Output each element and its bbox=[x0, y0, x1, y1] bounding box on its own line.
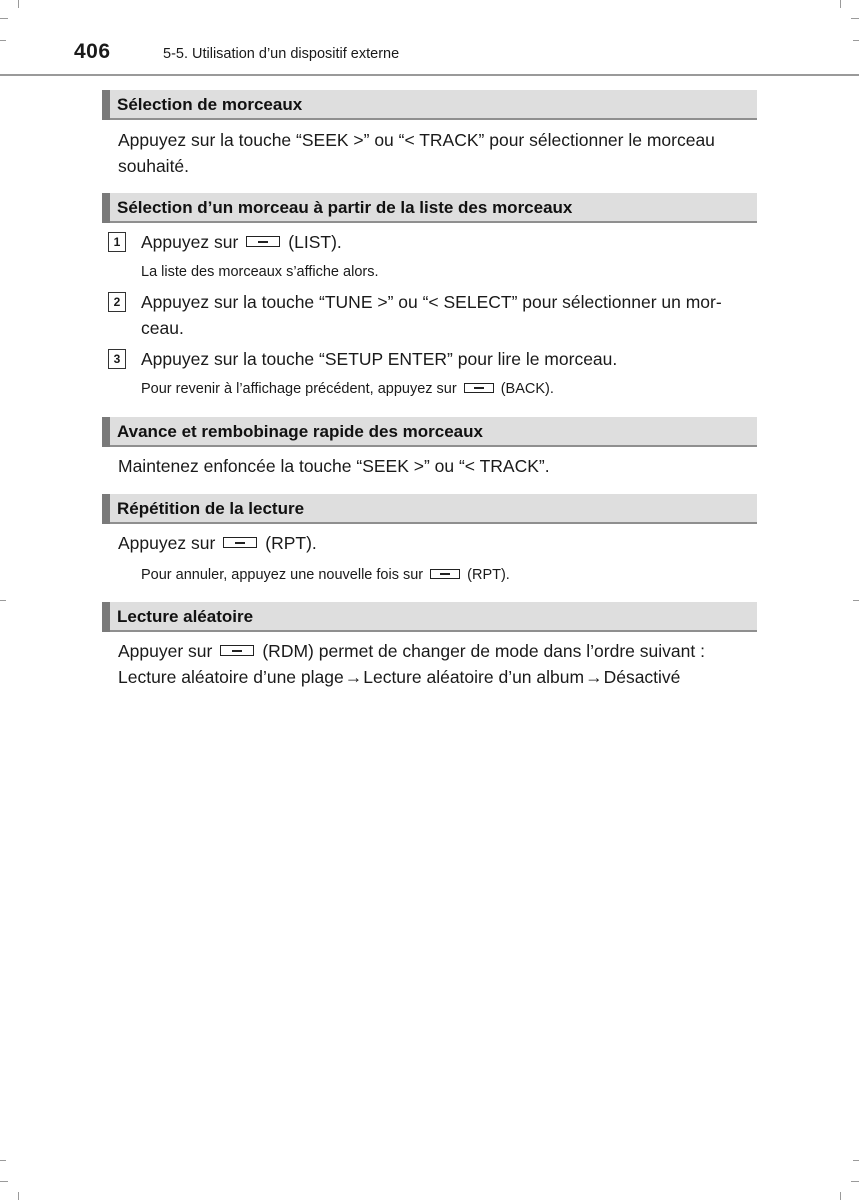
header-divider bbox=[0, 74, 859, 76]
step-text-after: (LIST). bbox=[288, 232, 342, 252]
fast-forward-text: Maintenez enfoncée la touche “SEEK >” ou “< TRACK”. bbox=[118, 456, 550, 476]
heading-label: Lecture aléatoire bbox=[117, 607, 254, 626]
step-1-note: La liste des morceaux s’affiche alors. bbox=[141, 264, 379, 280]
heading-label: Sélection de morceaux bbox=[117, 95, 303, 114]
rpt-key-icon bbox=[223, 537, 257, 548]
step-text: Appuyez sur la touche “TUNE >” ou “< SELECT” pour sélectionner un mor-ceau. bbox=[141, 292, 722, 338]
step-number: 1 bbox=[108, 232, 126, 252]
crop-mark-bl-v bbox=[18, 1192, 19, 1200]
repeat-note bbox=[141, 565, 761, 585]
arrow-right-icon: → bbox=[585, 667, 603, 687]
crop-mark-bl-h bbox=[0, 1181, 8, 1182]
step-2 bbox=[108, 289, 758, 343]
side-tick-right-mid bbox=[853, 600, 859, 601]
random-mode-3: Désactivé bbox=[603, 667, 681, 687]
step-3-note bbox=[141, 379, 761, 399]
repeat-text-before: Appuyez sur bbox=[118, 533, 216, 553]
repeat-text bbox=[118, 530, 758, 556]
rdm-key-icon bbox=[220, 645, 254, 656]
track-selection-text: Appuyez sur la touche “SEEK >” ou “< TRACK” pour sélectionner le morceau souhaité. bbox=[118, 130, 715, 176]
random-mode-1: Lecture aléatoire d’une plage bbox=[118, 667, 344, 687]
heading-label: Avance et rembobinage rapide des morceaux bbox=[117, 422, 483, 441]
note-text-before: Pour annuler, appuyez une nouvelle fois sur bbox=[141, 567, 424, 583]
side-tick-right-bottom bbox=[853, 1160, 859, 1161]
step-number: 3 bbox=[108, 349, 126, 369]
heading-list-selection bbox=[102, 193, 757, 223]
heading-track-selection bbox=[102, 90, 757, 120]
step-text bbox=[141, 229, 756, 255]
random-text-after: (RDM) permet de changer de mode dans l’ordre suivant : bbox=[262, 641, 705, 661]
page-number: 406 bbox=[74, 40, 111, 63]
crop-mark-br-h bbox=[851, 1181, 859, 1182]
running-section-title: 5-5. Utilisation d’un dispositif externe bbox=[163, 46, 400, 62]
side-tick-left-mid bbox=[0, 600, 6, 601]
step-text: Appuyez sur la touche “SETUP ENTER” pour lire le morceau. bbox=[141, 349, 618, 369]
heading-random bbox=[102, 602, 757, 632]
crop-mark-br-v bbox=[840, 1192, 841, 1200]
step-3 bbox=[108, 346, 758, 376]
heading-label: Sélection d’un morceau à partir de la liste des morceaux bbox=[117, 198, 573, 217]
note-text-after: (BACK). bbox=[500, 381, 554, 397]
heading-repeat bbox=[102, 494, 757, 524]
side-tick-left-bottom bbox=[0, 1160, 6, 1161]
note-text-before: Pour revenir à l’affichage précédent, appuyez sur bbox=[141, 381, 457, 397]
random-text bbox=[118, 638, 758, 690]
heading-label: Répétition de la lecture bbox=[117, 499, 305, 518]
note-text-after: (RPT). bbox=[467, 567, 510, 583]
rpt-key-icon-small bbox=[430, 569, 460, 579]
step-text-before: Appuyez sur bbox=[141, 232, 239, 252]
repeat-text-after: (RPT). bbox=[265, 533, 317, 553]
list-key-icon bbox=[246, 236, 280, 247]
random-text-before: Appuyer sur bbox=[118, 641, 213, 661]
random-mode-2: Lecture aléatoire d’un album bbox=[363, 667, 585, 687]
step-1 bbox=[108, 229, 758, 259]
step-number: 2 bbox=[108, 292, 126, 312]
heading-fast-forward bbox=[102, 417, 757, 447]
back-key-icon bbox=[464, 383, 494, 393]
page-header bbox=[0, 0, 859, 80]
arrow-right-icon: → bbox=[344, 667, 363, 687]
